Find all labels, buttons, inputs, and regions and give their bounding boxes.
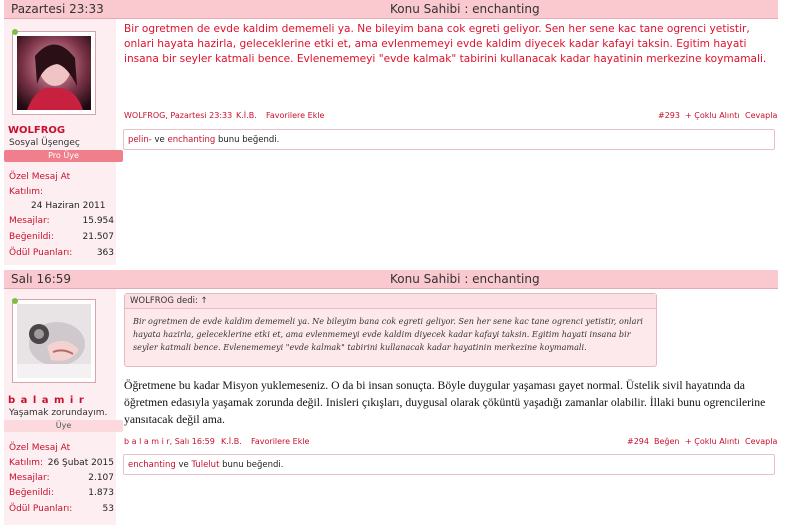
post-number-link[interactable]: #294 [627, 437, 649, 446]
messages-stat [9, 473, 114, 485]
quote-box [124, 293, 657, 367]
multi-quote-button[interactable]: + Çoklu Alıntı [685, 111, 740, 120]
thread-title: Konu Sahibi : enchanting [390, 272, 540, 286]
post-footer [124, 437, 778, 449]
joined-stat [9, 458, 114, 470]
joined-value-row [9, 201, 114, 213]
messages-label[interactable]: Mesajlar: [9, 216, 50, 226]
user-sidebar [4, 289, 116, 525]
post-date: Pazartesi 23:33 [11, 2, 104, 16]
quote-header[interactable]: WOLFROG dedi: ↑ [125, 294, 656, 309]
likes-suffix: bunu beğendi. [222, 460, 284, 470]
award-value: 363 [96, 248, 114, 258]
avatar[interactable] [12, 299, 96, 383]
online-status-icon [12, 29, 18, 35]
user-title: Sosyal Üşengeç [9, 138, 80, 148]
award-label[interactable]: Ödül Puanları: [9, 248, 73, 258]
liker-link[interactable]: enchanting [128, 460, 176, 470]
add-favorites-link[interactable]: Favorilere Ekle [251, 437, 310, 446]
post-294 [0, 270, 800, 525]
messages-value: 2.107 [88, 473, 114, 483]
private-message-link[interactable]: Özel Mesaj At [9, 443, 71, 453]
username[interactable]: WOLFROG [8, 125, 66, 136]
post-header [4, 0, 778, 19]
liked-value: 1.873 [88, 488, 114, 498]
liked-label[interactable]: Beğenildi: [9, 232, 54, 242]
user-sidebar [4, 19, 116, 265]
award-stat [9, 504, 114, 516]
joined-value: 24 Haziran 2011 [31, 201, 106, 211]
thread-title: Konu Sahibi : enchanting [390, 2, 540, 16]
post-body: Öğretmene bu kadar Misyon yuklemeseniz. O da bi insan sonuçta. Böyle duygular yaşaması gayet normal. Üstelik sivil hayatında da öğretmen edasıyla yaşamak zorunda değil. Inisleri çıkışları, duygusal olarak çöküntü yaşadığı zamanlar olabilir. İllaki bunu ogrencilerine yansıtacak değil ama. [124, 379, 766, 426]
likes-suffix: bunu beğendi. [217, 135, 280, 145]
post-number-link[interactable]: #293 [658, 111, 680, 120]
award-label[interactable]: Ödül Puanları: [9, 504, 73, 514]
post-footer [124, 111, 778, 123]
messages-stat [9, 216, 114, 228]
online-status-icon [12, 298, 18, 304]
avatar[interactable] [12, 31, 96, 115]
joined-value: 26 Şubat 2015 [47, 458, 114, 468]
award-stat [9, 248, 114, 260]
kib-link[interactable]: K.İ.B. [236, 111, 257, 120]
add-favorites-link[interactable]: Favorilere Ekle [266, 111, 325, 120]
liked-stat [9, 232, 114, 244]
reply-button[interactable]: Cevapla [745, 111, 778, 120]
liker-link[interactable]: pelin- [128, 135, 152, 145]
liker-link[interactable]: Tulelut [191, 460, 220, 470]
reply-button[interactable]: Cevapla [745, 437, 778, 446]
like-button[interactable]: Beğen [654, 437, 680, 446]
liked-value: 21.507 [82, 232, 114, 242]
username[interactable]: b a l a m i r [8, 395, 85, 406]
messages-label[interactable]: Mesajlar: [9, 473, 50, 483]
post-meta-link[interactable]: WOLFROG, Pazartesi 23:33 [124, 111, 233, 120]
avatar-image-icon [17, 36, 91, 110]
post-header [4, 270, 778, 289]
likes-summary [123, 454, 775, 475]
user-rank-badge: Üye [4, 420, 123, 432]
messages-value: 15.954 [82, 216, 114, 226]
liked-label[interactable]: Beğenildi: [9, 488, 54, 498]
post-body: Bir ogretmen de evde kaldim dememeli ya. Ne bileyim bana cok egreti geliyor. Sen her sene kac tane ogrenci yetistir, onlari hayata hazirla, geleceklerine etki et, ama evlenmemeyi evde kaldim diyecek kadar kafayi taksin. Egitim hayati insana bir seyler katmali bence. Evlenememeyi "evde kalmak" tabirini kullanacak kadar hayatinin merkezine koymamali. [124, 23, 767, 65]
joined-stat [9, 187, 114, 199]
joined-label: Katılım: [9, 187, 44, 197]
post-meta-link[interactable]: b a l a m i r, Salı 16:59 [124, 437, 215, 446]
user-rank-badge: Pro Üye [4, 150, 123, 162]
liked-stat [9, 488, 114, 500]
user-title: Yaşamak zorundayım. [9, 408, 108, 418]
likes-summary [123, 129, 775, 150]
quote-text: Bir ogretmen de evde kaldim dememeli ya. Ne bileyim bana cok egreti geliyor. Sen her sene kac tane ogrenci yetistir, onlari hayata hazirla, geleceklerine etki et, ama evlenmemeyi evde kaldim diyecek kadar kafayi taksin. Egitim hayati insana bir seyler katmali bence. Evlenememeyi "evde kalmak" tabirini kullanacak kadar hayatinin merkezine koymamali. [133, 316, 643, 352]
likes-separator: ve [178, 460, 189, 470]
liker-link[interactable]: enchanting [167, 135, 216, 145]
private-message-link[interactable]: Özel Mesaj At [9, 172, 71, 182]
avatar-image-icon [17, 304, 91, 378]
post-date: Salı 16:59 [11, 272, 72, 286]
multi-quote-button[interactable]: + Çoklu Alıntı [685, 437, 740, 446]
likes-separator: ve [154, 135, 165, 145]
kib-link[interactable]: K.İ.B. [221, 437, 242, 446]
award-value: 53 [102, 504, 114, 514]
joined-label: Katılım: [9, 458, 44, 468]
